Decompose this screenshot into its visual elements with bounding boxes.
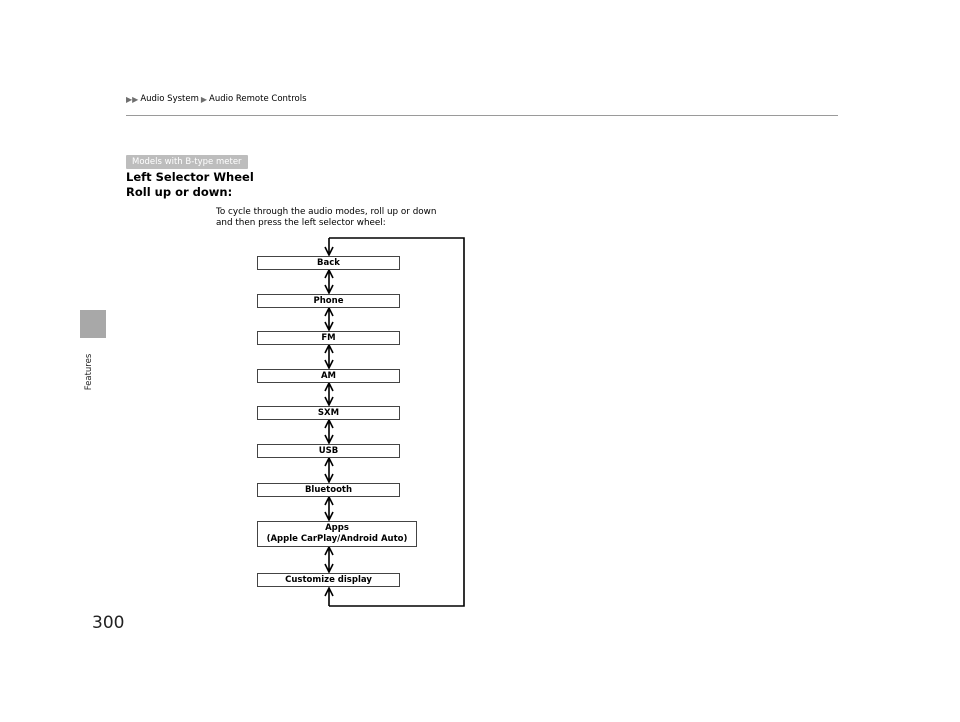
mode-box-fm <box>257 331 400 345</box>
mode-label: Customize display <box>285 574 372 585</box>
double-arrow-icon <box>325 345 333 368</box>
mode-label: SXM <box>317 407 340 418</box>
arrow-down-icon <box>325 238 333 255</box>
breadcrumb-arrow-icon: ▶▶ <box>126 94 139 104</box>
section-subtitle: Roll up or down: <box>126 185 233 199</box>
mode-box-back <box>257 256 400 270</box>
mode-label: Apps <box>325 523 349 533</box>
mode-label: Back <box>317 257 340 268</box>
mode-label: FM <box>321 332 336 343</box>
double-arrow-icon <box>325 497 333 520</box>
section-title: Left Selector Wheel <box>126 170 254 184</box>
mode-label: (Apple CarPlay/Android Auto) <box>266 534 408 544</box>
mode-box-customize-display <box>257 573 400 587</box>
mode-label: USB <box>318 445 339 456</box>
instruction-line: and then press the left selector wheel: <box>216 218 386 228</box>
breadcrumb-item-audio-remote-controls[interactable]: Audio Remote Controls <box>209 94 307 104</box>
double-arrow-icon <box>325 308 333 330</box>
mode-box-bluetooth <box>257 483 400 497</box>
arrow-up-icon <box>325 588 333 606</box>
page-number: 300 <box>92 613 125 633</box>
breadcrumb-arrow-icon: ▶ <box>200 94 208 104</box>
mode-label: Bluetooth <box>304 484 353 495</box>
double-arrow-icon <box>325 458 333 482</box>
double-arrow-icon <box>325 383 333 405</box>
double-arrow-icon <box>325 420 333 443</box>
breadcrumb-item-audio-system[interactable]: Audio System <box>140 94 199 104</box>
mode-box-sxm <box>257 406 400 420</box>
section-label: Features <box>84 353 94 391</box>
mode-box-am <box>257 369 400 383</box>
mode-box-apps <box>257 521 417 547</box>
double-arrow-icon <box>325 547 333 572</box>
mode-box-usb <box>257 444 400 458</box>
mode-label: Phone <box>313 295 344 306</box>
instruction-line: To cycle through the audio modes, roll up or down <box>216 207 437 217</box>
model-badge: Models with B-type meter <box>126 155 248 169</box>
mode-label: AM <box>320 370 337 381</box>
double-arrow-icon <box>325 270 333 293</box>
mode-box-phone <box>257 294 400 308</box>
